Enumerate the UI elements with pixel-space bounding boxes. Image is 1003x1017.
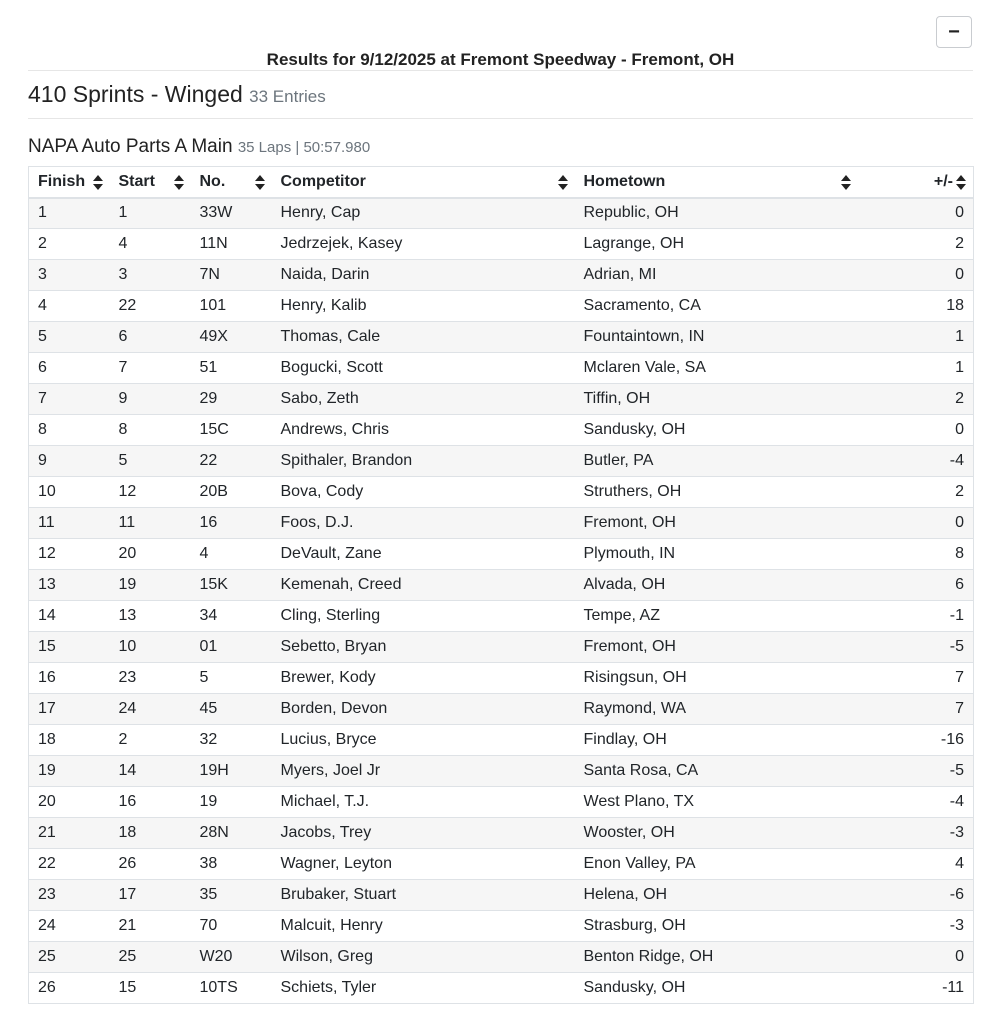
column-header-number[interactable]	[191, 167, 272, 198]
collapse-button[interactable]: −	[936, 16, 972, 48]
number-cell: 5	[191, 663, 272, 694]
divider	[28, 118, 973, 119]
table-row	[29, 260, 974, 291]
results-body	[29, 198, 974, 1004]
start-cell: 22	[110, 291, 191, 322]
start-cell: 10	[110, 632, 191, 663]
finish-cell: 13	[29, 570, 110, 601]
number-cell: 19H	[191, 756, 272, 787]
plus-minus-cell: 2	[858, 229, 974, 260]
number-cell: 28N	[191, 818, 272, 849]
start-cell: 20	[110, 539, 191, 570]
hometown-cell: Sandusky, OH	[575, 415, 858, 446]
column-header-finish[interactable]	[29, 167, 110, 198]
competitor-cell: Thomas, Cale	[272, 322, 575, 353]
hometown-cell: Butler, PA	[575, 446, 858, 477]
competitor-cell: Sebetto, Bryan	[272, 632, 575, 663]
competitor-cell: Bogucki, Scott	[272, 353, 575, 384]
finish-cell: 26	[29, 973, 110, 1004]
table-row	[29, 880, 974, 911]
hometown-cell: Raymond, WA	[575, 694, 858, 725]
competitor-cell: Naida, Darin	[272, 260, 575, 291]
start-cell: 19	[110, 570, 191, 601]
column-header-plus-minus[interactable]	[858, 167, 974, 198]
number-cell: 15K	[191, 570, 272, 601]
finish-cell: 19	[29, 756, 110, 787]
number-cell: 10TS	[191, 973, 272, 1004]
class-name: 410 Sprints - Winged	[28, 81, 243, 107]
results-title: Results for 9/12/2025 at Fremont Speedway - Fremont, OH	[266, 50, 735, 69]
table-row	[29, 911, 974, 942]
competitor-cell: Andrews, Chris	[272, 415, 575, 446]
plus-minus-cell: 0	[858, 942, 974, 973]
hometown-cell: Tiffin, OH	[575, 384, 858, 415]
hometown-cell: Santa Rosa, CA	[575, 756, 858, 787]
plus-minus-cell: -5	[858, 756, 974, 787]
column-header-hometown[interactable]	[575, 167, 858, 198]
table-row	[29, 942, 974, 973]
number-cell: 15C	[191, 415, 272, 446]
hometown-cell: Struthers, OH	[575, 477, 858, 508]
hometown-cell: Enon Valley, PA	[575, 849, 858, 880]
finish-cell: 20	[29, 787, 110, 818]
number-cell: 33W	[191, 198, 272, 229]
competitor-cell: Cling, Sterling	[272, 601, 575, 632]
hometown-cell: Republic, OH	[575, 198, 858, 229]
plus-minus-cell: -3	[858, 911, 974, 942]
plus-minus-cell: -1	[858, 601, 974, 632]
competitor-cell: Myers, Joel Jr	[272, 756, 575, 787]
finish-cell: 9	[29, 446, 110, 477]
plus-minus-cell: 0	[858, 260, 974, 291]
plus-minus-cell: 0	[858, 508, 974, 539]
number-cell: 20B	[191, 477, 272, 508]
competitor-cell: Sabo, Zeth	[272, 384, 575, 415]
table-row	[29, 229, 974, 260]
entries-count: 33 Entries	[249, 87, 326, 106]
plus-minus-cell: 8	[858, 539, 974, 570]
plus-minus-cell: -16	[858, 725, 974, 756]
plus-minus-cell: 0	[858, 415, 974, 446]
column-label: Hometown	[583, 172, 666, 190]
finish-cell: 21	[29, 818, 110, 849]
start-cell: 21	[110, 911, 191, 942]
plus-minus-cell: 6	[858, 570, 974, 601]
finish-cell: 10	[29, 477, 110, 508]
finish-cell: 5	[29, 322, 110, 353]
competitor-cell: Brubaker, Stuart	[272, 880, 575, 911]
number-cell: 101	[191, 291, 272, 322]
hometown-cell: Fremont, OH	[575, 632, 858, 663]
number-cell: 49X	[191, 322, 272, 353]
number-cell: 11N	[191, 229, 272, 260]
plus-minus-cell: -5	[858, 632, 974, 663]
competitor-cell: Henry, Cap	[272, 198, 575, 229]
table-row	[29, 663, 974, 694]
divider	[28, 70, 973, 71]
hometown-cell: Benton Ridge, OH	[575, 942, 858, 973]
start-cell: 3	[110, 260, 191, 291]
sort-icon	[558, 175, 568, 190]
start-cell: 2	[110, 725, 191, 756]
table-row	[29, 694, 974, 725]
hometown-cell: Alvada, OH	[575, 570, 858, 601]
start-cell: 23	[110, 663, 191, 694]
start-cell: 9	[110, 384, 191, 415]
table-row	[29, 570, 974, 601]
start-cell: 16	[110, 787, 191, 818]
column-label: Competitor	[280, 172, 366, 190]
finish-cell: 6	[29, 353, 110, 384]
finish-cell: 23	[29, 880, 110, 911]
sort-icon	[841, 175, 851, 190]
hometown-cell: Lagrange, OH	[575, 229, 858, 260]
plus-minus-cell: -11	[858, 973, 974, 1004]
start-cell: 5	[110, 446, 191, 477]
number-cell: 51	[191, 353, 272, 384]
start-cell: 14	[110, 756, 191, 787]
table-row	[29, 632, 974, 663]
start-cell: 8	[110, 415, 191, 446]
class-header	[28, 81, 326, 108]
start-cell: 26	[110, 849, 191, 880]
hometown-cell: Helena, OH	[575, 880, 858, 911]
table-row	[29, 756, 974, 787]
competitor-cell: Jacobs, Trey	[272, 818, 575, 849]
competitor-cell: Jedrzejek, Kasey	[272, 229, 575, 260]
plus-minus-cell: 1	[858, 322, 974, 353]
competitor-cell: Spithaler, Brandon	[272, 446, 575, 477]
table-row	[29, 446, 974, 477]
finish-cell: 15	[29, 632, 110, 663]
finish-cell: 3	[29, 260, 110, 291]
finish-cell: 14	[29, 601, 110, 632]
hometown-cell: Fountaintown, IN	[575, 322, 858, 353]
hometown-cell: West Plano, TX	[575, 787, 858, 818]
start-cell: 17	[110, 880, 191, 911]
column-label: No.	[199, 172, 226, 190]
number-cell: 70	[191, 911, 272, 942]
table-row	[29, 849, 974, 880]
finish-cell: 8	[29, 415, 110, 446]
start-cell: 15	[110, 973, 191, 1004]
competitor-cell: DeVault, Zane	[272, 539, 575, 570]
plus-minus-cell: 0	[858, 198, 974, 229]
plus-minus-cell: 18	[858, 291, 974, 322]
start-cell: 24	[110, 694, 191, 725]
start-cell: 4	[110, 229, 191, 260]
hometown-cell: Wooster, OH	[575, 818, 858, 849]
plus-minus-cell: 2	[858, 477, 974, 508]
number-cell: 16	[191, 508, 272, 539]
table-row	[29, 384, 974, 415]
table-row	[29, 415, 974, 446]
number-cell: 7N	[191, 260, 272, 291]
finish-cell: 25	[29, 942, 110, 973]
hometown-cell: Risingsun, OH	[575, 663, 858, 694]
race-header	[28, 136, 370, 158]
competitor-cell: Malcuit, Henry	[272, 911, 575, 942]
start-cell: 13	[110, 601, 191, 632]
number-cell: 32	[191, 725, 272, 756]
column-header-start[interactable]	[110, 167, 191, 198]
number-cell: 29	[191, 384, 272, 415]
finish-cell: 7	[29, 384, 110, 415]
column-label: Finish	[38, 172, 86, 190]
competitor-cell: Kemenah, Creed	[272, 570, 575, 601]
number-cell: 22	[191, 446, 272, 477]
hometown-cell: Sacramento, CA	[575, 291, 858, 322]
table-row	[29, 322, 974, 353]
hometown-cell: Sandusky, OH	[575, 973, 858, 1004]
competitor-cell: Borden, Devon	[272, 694, 575, 725]
number-cell: 35	[191, 880, 272, 911]
hometown-cell: Mclaren Vale, SA	[575, 353, 858, 384]
column-header-competitor[interactable]	[272, 167, 575, 198]
plus-minus-cell: 1	[858, 353, 974, 384]
start-cell: 6	[110, 322, 191, 353]
finish-cell: 16	[29, 663, 110, 694]
table-row	[29, 198, 974, 229]
hometown-cell: Fremont, OH	[575, 508, 858, 539]
hometown-cell: Findlay, OH	[575, 725, 858, 756]
column-label: Start	[118, 172, 155, 190]
column-label: +/-	[933, 172, 953, 190]
sort-icon	[956, 175, 966, 190]
finish-cell: 22	[29, 849, 110, 880]
plus-minus-cell: 7	[858, 663, 974, 694]
competitor-cell: Lucius, Bryce	[272, 725, 575, 756]
competitor-cell: Schiets, Tyler	[272, 973, 575, 1004]
table-row	[29, 508, 974, 539]
table-row	[29, 725, 974, 756]
start-cell: 25	[110, 942, 191, 973]
start-cell: 18	[110, 818, 191, 849]
plus-minus-cell: -3	[858, 818, 974, 849]
number-cell: W20	[191, 942, 272, 973]
table-row	[29, 539, 974, 570]
sort-icon	[174, 175, 184, 190]
race-details: 35 Laps | 50:57.980	[237, 139, 371, 156]
finish-cell: 4	[29, 291, 110, 322]
competitor-cell: Wagner, Leyton	[272, 849, 575, 880]
finish-cell: 17	[29, 694, 110, 725]
plus-minus-cell: 4	[858, 849, 974, 880]
sort-icon	[255, 175, 265, 190]
header-row	[29, 167, 974, 198]
number-cell: 38	[191, 849, 272, 880]
competitor-cell: Foos, D.J.	[272, 508, 575, 539]
plus-minus-cell: -4	[858, 787, 974, 818]
competitor-cell: Brewer, Kody	[272, 663, 575, 694]
race-name: NAPA Auto Parts A Main	[28, 136, 233, 157]
results-table	[28, 166, 974, 1004]
hometown-cell: Adrian, MI	[575, 260, 858, 291]
hometown-cell: Strasburg, OH	[575, 911, 858, 942]
finish-cell: 18	[29, 725, 110, 756]
plus-minus-cell: 2	[858, 384, 974, 415]
number-cell: 4	[191, 539, 272, 570]
hometown-cell: Tempe, AZ	[575, 601, 858, 632]
finish-cell: 11	[29, 508, 110, 539]
competitor-cell: Wilson, Greg	[272, 942, 575, 973]
finish-cell: 12	[29, 539, 110, 570]
start-cell: 12	[110, 477, 191, 508]
table-row	[29, 601, 974, 632]
table-row	[29, 291, 974, 322]
start-cell: 1	[110, 198, 191, 229]
competitor-cell: Bova, Cody	[272, 477, 575, 508]
table-row	[29, 973, 974, 1004]
table-row	[29, 818, 974, 849]
table-row	[29, 787, 974, 818]
start-cell: 11	[110, 508, 191, 539]
finish-cell: 1	[29, 198, 110, 229]
number-cell: 34	[191, 601, 272, 632]
number-cell: 19	[191, 787, 272, 818]
competitor-cell: Henry, Kalib	[272, 291, 575, 322]
hometown-cell: Plymouth, IN	[575, 539, 858, 570]
number-cell: 01	[191, 632, 272, 663]
table-row	[29, 477, 974, 508]
plus-minus-cell: -6	[858, 880, 974, 911]
plus-minus-cell: -4	[858, 446, 974, 477]
finish-cell: 2	[29, 229, 110, 260]
number-cell: 45	[191, 694, 272, 725]
finish-cell: 24	[29, 911, 110, 942]
table-row	[29, 353, 974, 384]
competitor-cell: Michael, T.J.	[272, 787, 575, 818]
sort-icon	[93, 175, 103, 190]
start-cell: 7	[110, 353, 191, 384]
plus-minus-cell: 7	[858, 694, 974, 725]
